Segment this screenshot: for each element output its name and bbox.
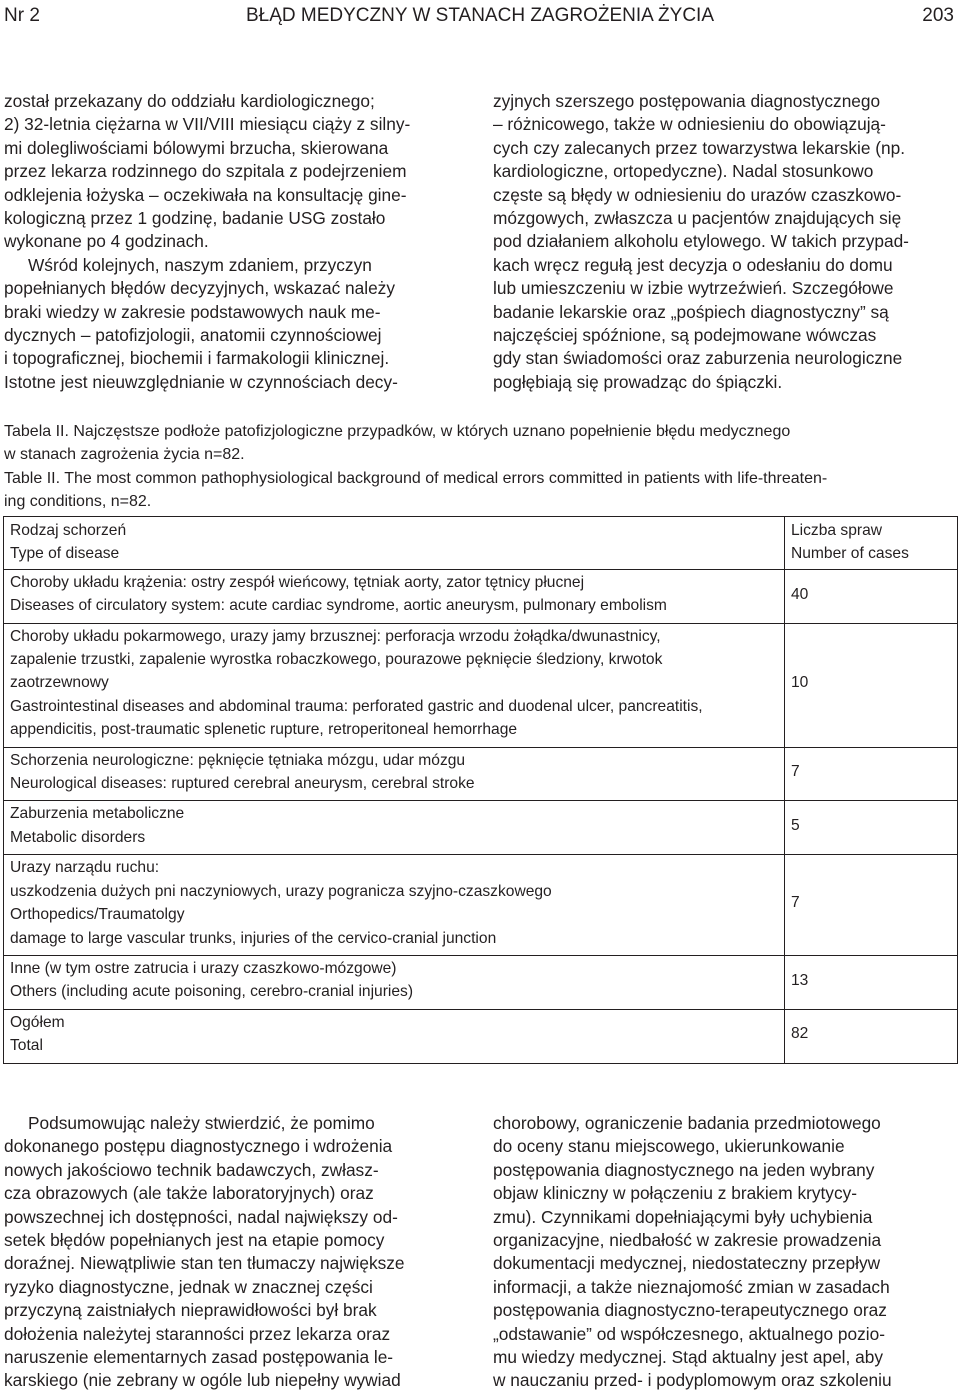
cell-line: zapalenie trzustki, zapalenie wyrostka robaczkowego, pourazowe pęknięcie śledziony, krwotok [10, 651, 663, 669]
text-line: „odstawanie” od współczesnego, aktualnego pozio- [493, 1323, 885, 1344]
header-label: Type of disease [10, 545, 120, 563]
text-line: w nauczaniu przed- i podyplomowym oraz szkoleniu [493, 1370, 892, 1391]
text-column-right-top [493, 90, 956, 394]
text-line: postępowania diagnostycznego na jeden wybrany [493, 1159, 875, 1180]
text-line: mi dolegliwościami bólowymi brzucha, skierowana [4, 137, 389, 158]
table-row [4, 955, 958, 1009]
header-disease-cell [4, 517, 785, 570]
cell-line: Zaburzenia metaboliczne [10, 805, 185, 823]
text-line: dołożenia należytej staranności przez lekarza oraz [4, 1323, 391, 1344]
text-line: odklejenia łożyska – oczekiwała na konsultację gine- [4, 184, 407, 205]
text-line: doraźnej. Niewątpliwie stan ten tłumaczy największe [4, 1253, 405, 1274]
header-label: Number of cases [791, 545, 909, 563]
text-line: dokonanego postępu diagnostycznego i wdrożenia [4, 1136, 393, 1157]
text-line: przez lekarza rodzinnego do szpitala z podejrzeniem [4, 161, 407, 182]
text-line: kardiologiczne, ortopedyczne). Nadal stosunkowo [493, 161, 874, 182]
table-row [4, 623, 958, 747]
running-header [4, 4, 956, 28]
cell-line: Schorzenia neurologiczne: pęknięcie tętniaka mózgu, udar mózgu [10, 751, 466, 769]
text-line: 2) 32-letnia ciężarna w VII/VIII miesiącu ciąży z silny- [4, 114, 411, 135]
text-line: i topograficznej, biochemii i farmakologii klinicznej. [4, 348, 390, 369]
text-line: organizacyjne, niedbałość w zakresie prowadzenia [493, 1230, 882, 1251]
cell-line: Diseases of circulatory system: acute cardiac syndrome, aortic aneurysm, pulmonary embolism [10, 597, 667, 615]
text-column-right-bottom [493, 1112, 956, 1393]
text-line: – różnicowego, także w odniesieniu do obowiązują- [493, 114, 886, 135]
page-number: 203 [922, 5, 954, 26]
text-line: mu wiedzy medycznej. Stąd aktualny jest apel, aby [493, 1347, 883, 1368]
text-line: został przekazany do oddziału kardiologicznego; [4, 91, 375, 111]
header-label: Rodzaj schorzeń [10, 522, 127, 539]
text-line: wykonane po 4 godzinach. [4, 231, 209, 252]
cell-line: Inne (w tym ostre zatrucia i urazy czaszkowo-mózgowe) [10, 959, 397, 977]
cell-line: uszkodzenia dużych pni naczyniowych, urazy pogranicza szyjno-czaszkowego [10, 882, 552, 900]
cell-line: Gastrointestinal diseases and abdominal trauma: perforated gastric and duodenal ulcer, pancreatitis, [10, 697, 703, 715]
text-line: lub umieszczeniu w izbie wytrzeźwień. Szczegółowe [493, 278, 894, 299]
caption-line: Tabela II. Najczęstsze podłoże patofizjologiczne przypadków, w których uznano popełnienie błędu medycznego [4, 423, 791, 440]
text-line: Wśród kolejnych, naszym zdaniem, przyczyn [28, 254, 372, 275]
paragraph [493, 90, 956, 394]
text-line: cych czy zalecanych przez towarzystwa lekarskie (np. [493, 137, 906, 158]
text-line: naruszenie elementarnych zasad postępowania le- [4, 1347, 394, 1368]
caption-line: Table II. The most common pathophysiological background of medical errors committed in patients with life-threaten- [4, 469, 828, 487]
paragraph [493, 1112, 956, 1393]
text-line: badanie lekarskie oraz „pośpiech diagnostyczny” są [493, 301, 889, 322]
text-line: zyjnych szerszego postępowania diagnostycznego [493, 91, 881, 111]
disease-cell [4, 1009, 785, 1063]
caption-line: ing conditions, n=82. [4, 493, 152, 511]
count-cell: 7 [785, 855, 958, 956]
header-count-cell [785, 517, 958, 570]
count-cell: 13 [785, 955, 958, 1009]
text-line: dokumentacji medycznej, niedostateczny przepływ [493, 1253, 881, 1274]
text-column-left-bottom [4, 1112, 466, 1393]
cell-line: Orthopedics/Traumatolgy [10, 906, 185, 924]
text-line: zmu). Czynnikami dopełniającymi były uchybienia [493, 1206, 873, 1227]
paragraph [4, 90, 466, 254]
text-line: setek błędów popełnianych jest na etapie pomocy [4, 1230, 385, 1251]
text-line: mózgowych, zwłaszcza u pacjentów znajdujących się [493, 208, 902, 229]
table-row [4, 801, 958, 855]
cell-line: damage to large vascular trunks, injuries of the cervico-cranial junction [10, 929, 497, 947]
text-line: postępowania diagnostyczno-terapeutycznego oraz [493, 1300, 887, 1321]
count-cell: 40 [785, 569, 958, 623]
text-line: do oceny stanu miejscowego, ukierunkowanie [493, 1136, 845, 1157]
cell-line: zaotrzewnowy [10, 674, 109, 692]
disease-cell [4, 569, 785, 623]
table-row-total [4, 1009, 958, 1063]
cell-line: Total [10, 1037, 43, 1055]
text-line: braki wiedzy w zakresie podstawowych nauk me- [4, 301, 381, 322]
paragraph [4, 1112, 466, 1393]
text-line: dycznych – patofizjologii, anatomii czynnościowej [4, 325, 382, 346]
header-label: Liczba spraw [791, 522, 883, 539]
table-medical-errors [3, 516, 958, 1064]
text-line: kologiczną przez 1 godzinę, badanie USG zostało [4, 208, 386, 229]
text-line: przyczyną zaistniałych nieprawidłowości był brak [4, 1300, 377, 1321]
table-row [4, 569, 958, 623]
table-caption [4, 420, 956, 514]
cell-line: Ogółem [10, 1013, 65, 1031]
text-line: objaw kliniczny w połączeniu z brakiem krytycy- [493, 1183, 857, 1204]
disease-cell [4, 801, 785, 855]
running-title: BŁĄD MEDYCZNY W STANACH ZAGROŻENIA ŻYCIA [245, 5, 715, 26]
text-line: najczęściej spóźnione, są podejmowane wówczas [493, 325, 877, 346]
cell-line: Others (including acute poisoning, cerebro-cranial injuries) [10, 983, 414, 1001]
cell-line: Urazy narządu ruchu: [10, 859, 160, 877]
text-line: informacji, a także nieznajomość zmian w zasadach [493, 1276, 890, 1297]
text-line: popełnianych błędów decyzyjnych, wskazać należy [4, 278, 395, 299]
table-header-row [4, 517, 958, 570]
disease-cell [4, 855, 785, 956]
paragraph [4, 254, 466, 394]
table-row [4, 747, 958, 801]
cell-line: Choroby układu krążenia: ostry zespół wieńcowy, tętniak aorty, zator tętnicy płucnej [10, 573, 585, 591]
caption-polish [4, 420, 956, 467]
count-cell: 5 [785, 801, 958, 855]
table-row [4, 855, 958, 956]
text-column-left-top [4, 90, 466, 394]
disease-cell [4, 955, 785, 1009]
disease-cell [4, 623, 785, 747]
text-line: częste są błędy w odniesieniu do urazów czaszkowo- [493, 184, 902, 205]
cell-line: appendicitis, post-traumatic splenetic rupture, retroperitoneal hemorrhage [10, 721, 518, 739]
caption-english [4, 467, 956, 514]
caption-line: w stanach zagrożenia życia n=82. [4, 446, 245, 464]
text-line: Podsumowując należy stwierdzić, że pomimo [28, 1113, 375, 1133]
text-line: karskiego (nie zebrany w ogóle lub niepełny wywiad [4, 1370, 401, 1391]
count-cell: 10 [785, 623, 958, 747]
disease-cell [4, 747, 785, 801]
count-cell: 7 [785, 747, 958, 801]
cell-line: Neurological diseases: ruptured cerebral aneurysm, cerebral stroke [10, 775, 475, 793]
text-line: pogłębiają się prowadząc do śpiączki. [493, 371, 783, 392]
cell-line: Choroby układu pokarmowego, urazy jamy brzusznej: perforacja wrzodu żołądka/dwunastnicy, [10, 627, 661, 645]
text-line: pod działaniem alkoholu etylowego. W takich przypad- [493, 231, 909, 252]
text-line: gdy stan świadomości oraz zaburzenia neurologiczne [493, 348, 903, 369]
text-line: chorobowy, ograniczenie badania przedmiotowego [493, 1113, 881, 1133]
text-line: cza obrazowych (ale także laboratoryjnych) oraz [4, 1183, 374, 1204]
text-line: kach wręcz regułą jest decyzja o odesłaniu do domu [493, 254, 893, 275]
text-line: powszechnej ich dostępności, nadal największy od- [4, 1206, 398, 1227]
text-line: Istotne jest nieuwzględnianie w czynnościach decy- [4, 371, 398, 392]
text-line: ryzyko diagnostyczne, jednak w znacznej części [4, 1276, 373, 1297]
text-line: nowych jakościowo technik badawczych, zwłasz- [4, 1159, 379, 1180]
count-cell: 82 [785, 1009, 958, 1063]
cell-line: Metabolic disorders [10, 828, 146, 846]
issue-number: Nr 2 [4, 5, 40, 26]
